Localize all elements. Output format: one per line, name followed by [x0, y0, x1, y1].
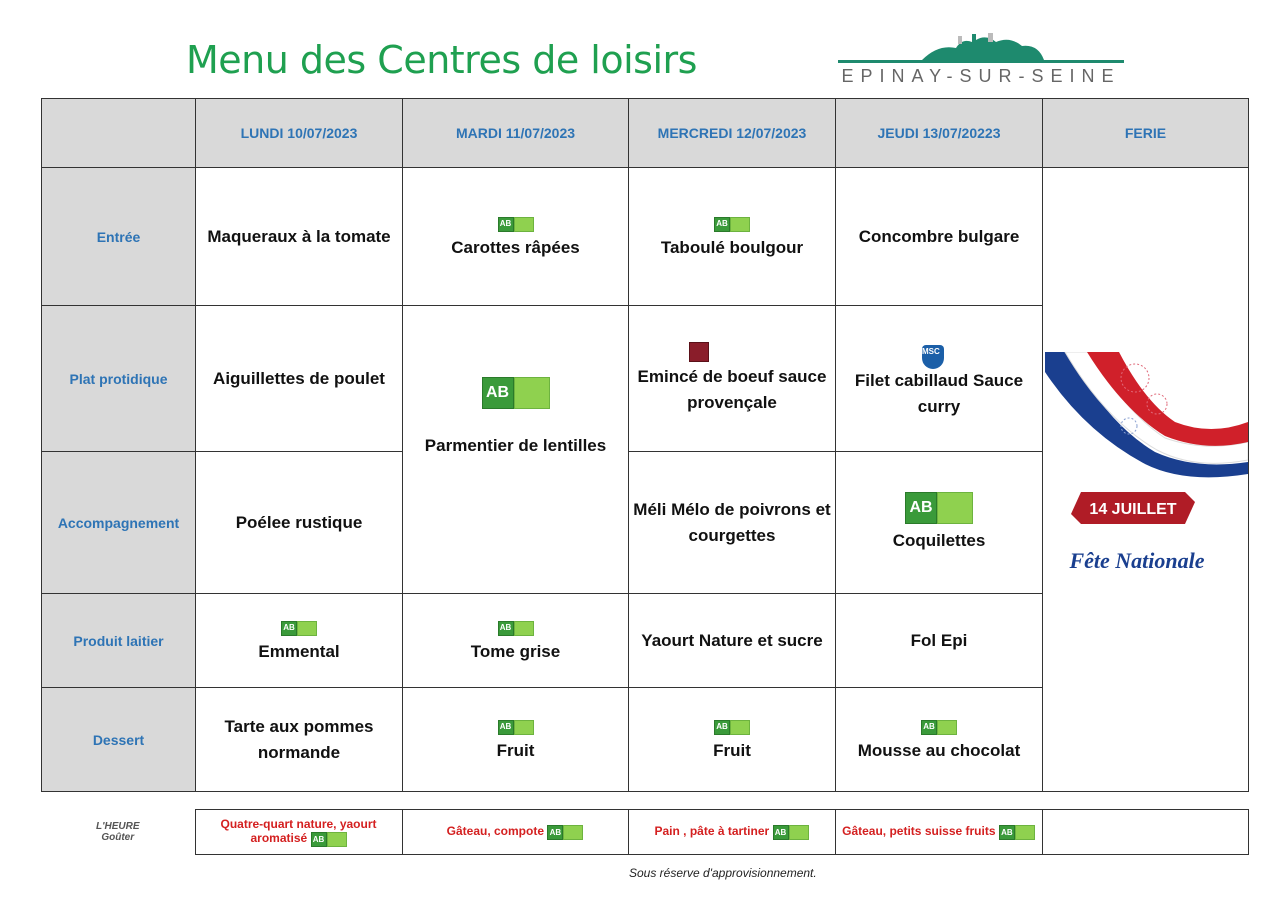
organic-ab-icon: AB: [281, 621, 317, 636]
footnote: Sous réserve d'approvisionnement.: [629, 866, 817, 880]
menu-cell: [836, 306, 1043, 452]
menu-cell: [403, 688, 629, 792]
day-header: FERIE: [1043, 99, 1249, 168]
organic-ab-icon: AB: [999, 825, 1035, 840]
dish-name: Emincé de boeuf sauce provençale: [637, 366, 827, 412]
logo-text: EPINAY-SUR-SEINE: [841, 66, 1121, 86]
menu-cell: [836, 168, 1043, 306]
dish-name: Méli Mélo de poivrons et courgettes: [633, 499, 831, 545]
menu-cell: [196, 168, 403, 306]
menu-cell: [836, 452, 1043, 594]
organic-ab-icon: AB: [905, 492, 973, 524]
organic-ab-icon: AB: [498, 217, 534, 232]
organic-ab-icon: AB: [921, 720, 957, 735]
msc-icon: MSC: [922, 345, 944, 369]
menu-cell: [836, 594, 1043, 688]
organic-ab-icon: AB: [547, 825, 583, 840]
snack-cell: [402, 810, 628, 855]
menu-cell: [196, 452, 403, 594]
dish-name: Tarte aux pommes normande: [224, 716, 374, 762]
menu-cell: [836, 688, 1043, 792]
gouter-logo: [41, 810, 195, 855]
city-logo: [838, 30, 1124, 88]
menu-cell: [403, 306, 629, 594]
page-title: Menu des Centres de loisirs: [186, 38, 697, 82]
table-row: [42, 168, 1249, 306]
beef-origin-icon: [689, 342, 709, 362]
menu-cell: [403, 168, 629, 306]
menu-cell: [629, 688, 836, 792]
dish-name: Fruit: [713, 740, 751, 760]
dish-name: Poélee rustique: [235, 512, 363, 532]
organic-ab-icon: AB: [311, 832, 347, 847]
dish-name: Tome grise: [470, 641, 561, 661]
snack-row: [41, 810, 1248, 855]
dish-name: Fruit: [496, 740, 535, 760]
organic-ab-icon: AB: [498, 720, 534, 735]
menu-cell: [629, 452, 836, 594]
menu-cell: [629, 594, 836, 688]
holiday-banner: 14 JUILLET: [1089, 501, 1177, 518]
organic-ab-icon: AB: [714, 720, 750, 735]
organic-ab-icon: AB: [482, 377, 550, 409]
menu-cell: [629, 168, 836, 306]
menu-cell: [196, 306, 403, 452]
corner-cell: [42, 99, 196, 168]
snack-text: Quatre-quart nature, yaourt aromatisé: [220, 817, 377, 846]
snack-text: Gâteau, compote: [446, 824, 544, 839]
snack-cell: [195, 810, 402, 855]
menu-cell: [403, 594, 629, 688]
snack-text: Gâteau, petits suisse fruits: [842, 824, 996, 839]
menu-cell: [629, 306, 836, 452]
dish-name: Maqueraux à la tomate: [207, 226, 391, 246]
row-label: Produit laitier: [42, 594, 196, 688]
fete-nationale-illustration: [1045, 352, 1248, 582]
holiday-caption: Fête Nationale: [1069, 548, 1205, 573]
dish-name: Taboulé boulgour: [660, 237, 804, 257]
snack-cell: [835, 810, 1042, 855]
row-label: Plat protidique: [42, 306, 196, 452]
dish-name: Emmental: [258, 641, 340, 661]
dish-name: Concombre bulgare: [858, 226, 1020, 246]
day-header: MERCREDI 12/07/2023: [629, 99, 836, 168]
gouter-logo-line: Goûter: [101, 832, 135, 843]
snack-cell: [1042, 810, 1248, 855]
snack-text: Pain , pâte à tartiner: [654, 824, 770, 839]
dish-name: Fol Epi: [910, 630, 968, 650]
city-skyline-icon: [838, 30, 1124, 66]
organic-ab-icon: AB: [498, 621, 534, 636]
dish-name: Mousse au chocolat: [857, 740, 1021, 760]
gouter-logo-line: L'HEURE: [96, 821, 140, 832]
dish-name: Carottes râpées: [451, 237, 580, 257]
snack-table: [41, 809, 1249, 855]
day-header: JEUDI 13/07/20223: [836, 99, 1043, 168]
dish-name: Filet cabillaud Sauce curry: [854, 370, 1024, 416]
snack-cell: [628, 810, 835, 855]
dish-name: Coquilettes: [892, 530, 986, 550]
organic-ab-icon: AB: [773, 825, 809, 840]
organic-ab-icon: AB: [714, 217, 750, 232]
row-label: Entrée: [42, 168, 196, 306]
menu-cell: [196, 688, 403, 792]
french-flag-ribbon-icon: [1045, 352, 1248, 582]
row-label: Accompagnement: [42, 452, 196, 594]
dish-name: Yaourt Nature et sucre: [641, 630, 823, 650]
header-row: [42, 99, 1249, 168]
row-label: Dessert: [42, 688, 196, 792]
dish-name: Aiguillettes de poulet: [213, 368, 385, 388]
menu-cell: [196, 594, 403, 688]
day-header: MARDI 11/07/2023: [403, 99, 629, 168]
dish-name: Parmentier de lentilles: [424, 435, 607, 455]
day-header: LUNDI 10/07/2023: [196, 99, 403, 168]
